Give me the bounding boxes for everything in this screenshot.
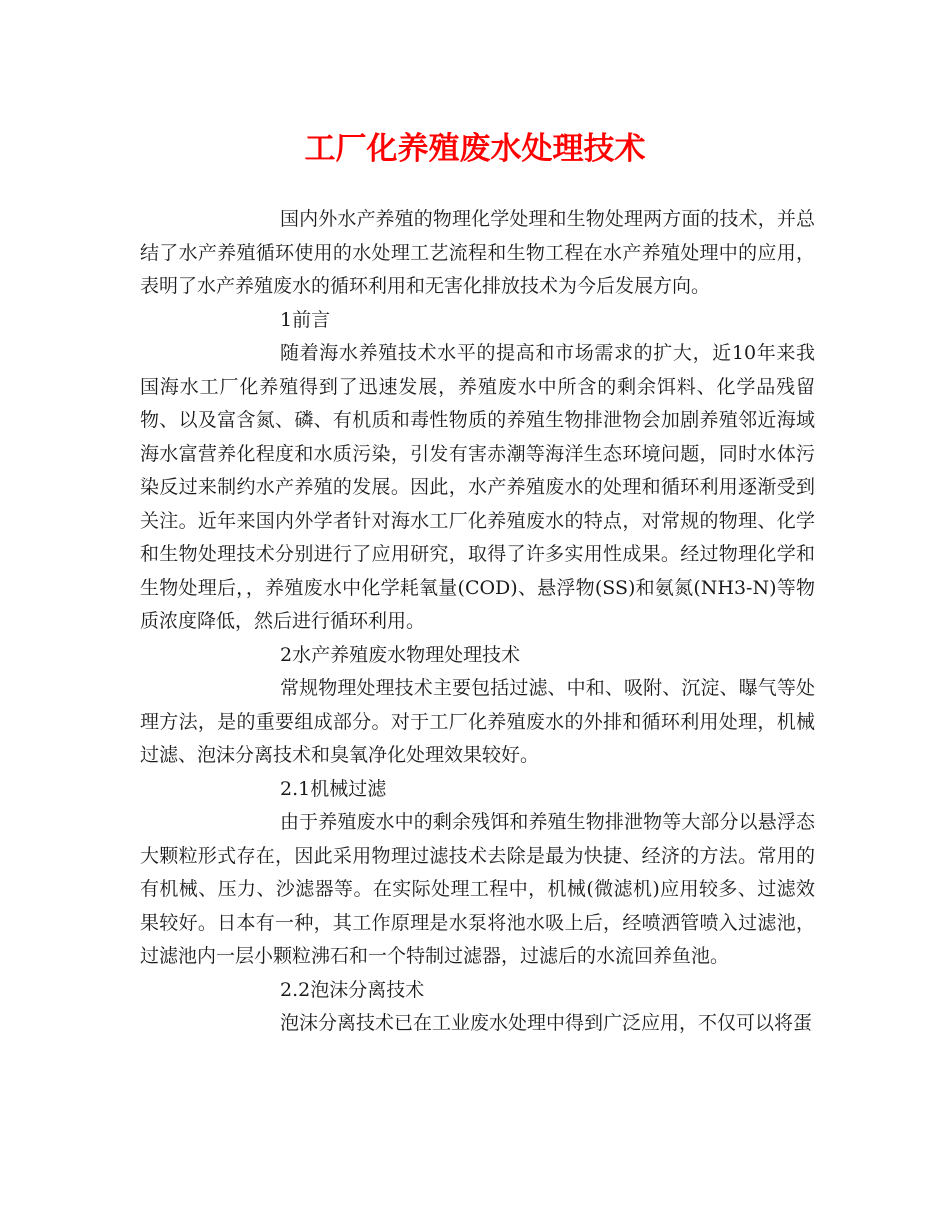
section-heading-1: 1前言 [280, 308, 331, 331]
abstract-paragraph: 国内外水产养殖的物理化学处理和生物处理两方面的技术，并总结了水产养殖循环使用的水处理工艺流程和生物工程在水产养殖处理中的应用，表明了水产养殖废水的循环利用和无害化排放技术为今后发展方向。 [140, 208, 815, 297]
section-heading-2-1: 2.1机械过滤 [280, 777, 387, 800]
physical-treatment-paragraph: 常规物理处理技术主要包括过滤、中和、吸附、沉淀、曝气等处理方法，是的重要组成部分。对于工厂化养殖废水的外排和循环利用处理，机械过滤、泡沫分离技术和臭氧净化处理效果较好。 [140, 677, 815, 766]
section-heading-2-2: 2.2泡沫分离技术 [280, 978, 425, 1001]
document-body [140, 203, 815, 1041]
section-heading-2: 2水产养殖废水物理处理技术 [280, 643, 521, 666]
foam-separation-paragraph: 泡沫分离技术已在工业废水处理中得到广泛应用，不仅可以将蛋 [280, 1012, 813, 1034]
mechanical-filtration-paragraph: 由于养殖废水中的剩余残饵和养殖生物排泄物等大部分以悬浮态大颗粒形式存在，因此采用物理过滤技术去除是最为快捷、经济的方法。常用的有机械、压力、沙滤器等。在实际处理工程中，机械(微滤机)应用较多、过滤效果较好。日本有一种，其工作原理是水泵将池水吸上后，经喷洒管喷入过滤池，过滤池内一层小颗粒沸石和一个特制过滤器，过滤后的水流回养鱼池。 [140, 811, 815, 967]
document-title: 工厂化养殖废水处理技术 [304, 131, 646, 167]
intro-paragraph: 随着海水养殖技术水平的提高和市场需求的扩大，近10年来我国海水工厂化养殖得到了迅速发展，养殖废水中所含的剩余饵料、化学品残留物、以及富含氮、磷、有机质和毒性物质的养殖生物排泄物会加剧养殖邻近海域海水富营养化程度和水质污染，引发有害赤潮等海洋生态环境问题，同时水体污染反过来制约水产养殖的发展。因此，水产养殖废水的处理和循环利用逐渐受到关注。近年来国内外学者针对海水工厂化养殖废水的特点，对常规的物理、化学和生物处理技术分别进行了应用研究，取得了许多实用性成果。经过物理化学和生物处理后，，养殖废水中化学耗氧量(COD)、悬浮物(SS)和氨氮(NH3-N)等物质浓度降低，然后进行循环利用。 [140, 342, 815, 632]
